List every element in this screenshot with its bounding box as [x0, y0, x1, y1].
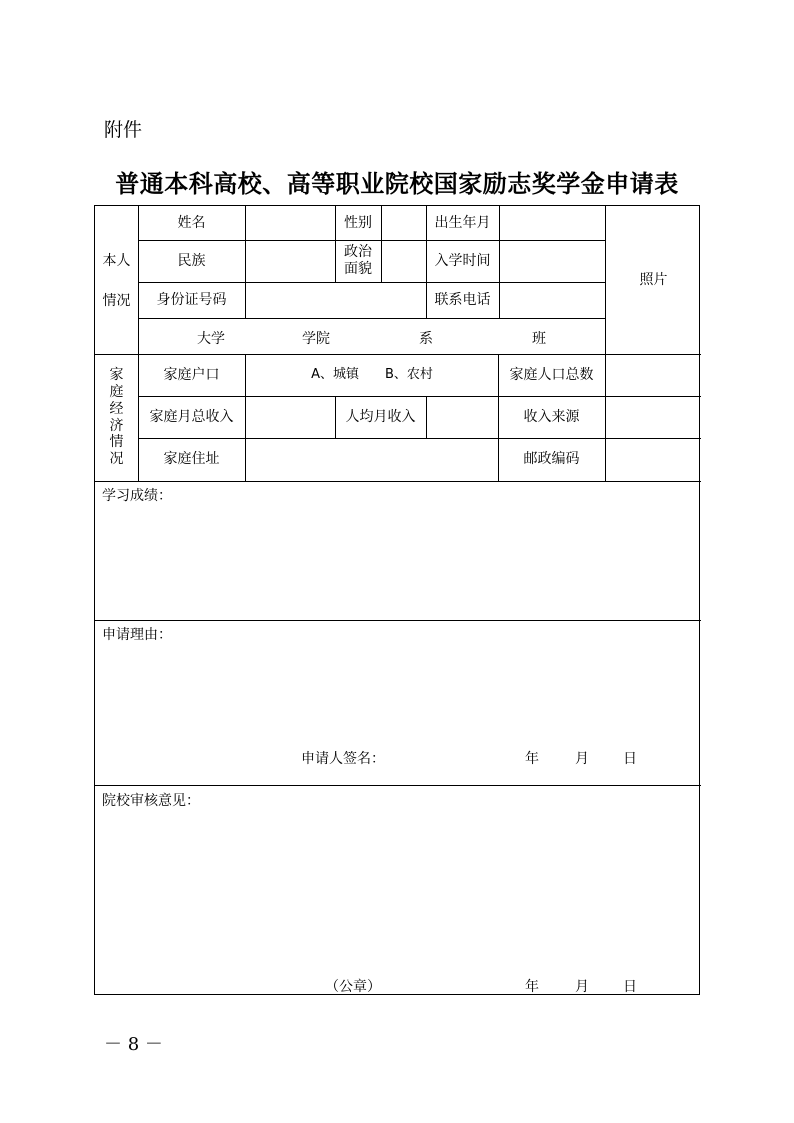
family-section-char: 情 [109, 434, 124, 451]
household-label: 家庭户口 [163, 366, 220, 383]
family-section-label [95, 354, 138, 481]
per-capita-income-label: 人均月收入 [345, 408, 416, 425]
postal-code-label: 邮政编码 [523, 451, 580, 468]
class-label: 班 [532, 331, 546, 347]
form-title: 普通本科高校、高等职业院校国家励志奖学金申请表 [115, 169, 679, 198]
application-reason-area[interactable] [96, 646, 700, 741]
review-day-label: 日 [623, 979, 637, 995]
phone-label: 联系电话 [434, 291, 491, 308]
income-source-label: 收入来源 [523, 408, 580, 425]
ethnicity-label: 民族 [177, 252, 206, 269]
school-review-area[interactable] [96, 812, 700, 967]
family-population-label: 家庭人口总数 [509, 366, 594, 383]
academic-record-label: 学习成绩： [102, 488, 172, 504]
home-address-field[interactable] [246, 439, 498, 480]
name-field[interactable] [246, 207, 334, 239]
political-status-label-line2: 面貌 [344, 261, 372, 277]
reason-day-label: 日 [623, 751, 637, 767]
ethnicity-field[interactable] [246, 241, 334, 281]
political-status-label-line1: 政治 [344, 244, 372, 261]
family-population-field[interactable] [606, 355, 701, 395]
name-label: 姓名 [177, 214, 206, 231]
photo-label: 照片 [639, 271, 668, 288]
family-section-char: 济 [109, 417, 124, 434]
personal-section-label-bottom: 情况 [102, 292, 131, 309]
school-review-label: 院校审核意见： [102, 793, 200, 809]
review-month-label: 月 [575, 979, 589, 995]
home-address-label: 家庭住址 [163, 451, 220, 468]
monthly-income-field[interactable] [246, 397, 334, 437]
academic-record-area[interactable] [96, 506, 700, 618]
id-number-field[interactable] [246, 283, 425, 317]
gender-field[interactable] [382, 207, 425, 239]
monthly-income-label: 家庭月总收入 [149, 408, 234, 425]
application-reason-label: 申请理由： [102, 627, 172, 643]
attachment-label: 附件 [104, 119, 143, 141]
id-number-label: 身份证号码 [156, 291, 227, 308]
family-section-char: 家 [109, 367, 124, 384]
personal-section-label-top: 本人 [102, 252, 131, 269]
enrollment-date-field[interactable] [500, 241, 604, 281]
official-seal-label: （公章） [325, 979, 381, 995]
household-options[interactable]: A、城镇 B、农村 [311, 366, 433, 382]
applicant-signature-field[interactable] [385, 744, 515, 768]
department-label: 系 [419, 331, 433, 347]
political-status-field[interactable] [382, 241, 425, 281]
application-form [94, 205, 700, 995]
family-section-char: 庭 [109, 383, 124, 400]
university-label: 大学 [197, 331, 225, 347]
photo-area[interactable] [606, 206, 701, 354]
postal-code-field[interactable] [606, 439, 701, 480]
college-label: 学院 [302, 331, 330, 347]
income-source-field[interactable] [606, 397, 701, 437]
family-section-char: 况 [109, 451, 124, 468]
gender-label: 性别 [344, 214, 372, 231]
enrollment-date-label: 入学时间 [434, 252, 491, 269]
page-number: － 8 － [104, 1034, 163, 1055]
applicant-signature-label: 申请人签名： [301, 751, 385, 767]
political-status-label [335, 240, 381, 282]
birth-date-label: 出生年月 [434, 214, 491, 231]
phone-field[interactable] [500, 283, 604, 317]
review-year-label: 年 [525, 979, 539, 995]
birth-date-field[interactable] [500, 207, 604, 239]
family-section-char: 经 [109, 400, 124, 417]
per-capita-income-field[interactable] [427, 397, 497, 437]
reason-year-label: 年 [525, 751, 539, 767]
reason-month-label: 月 [575, 751, 589, 767]
